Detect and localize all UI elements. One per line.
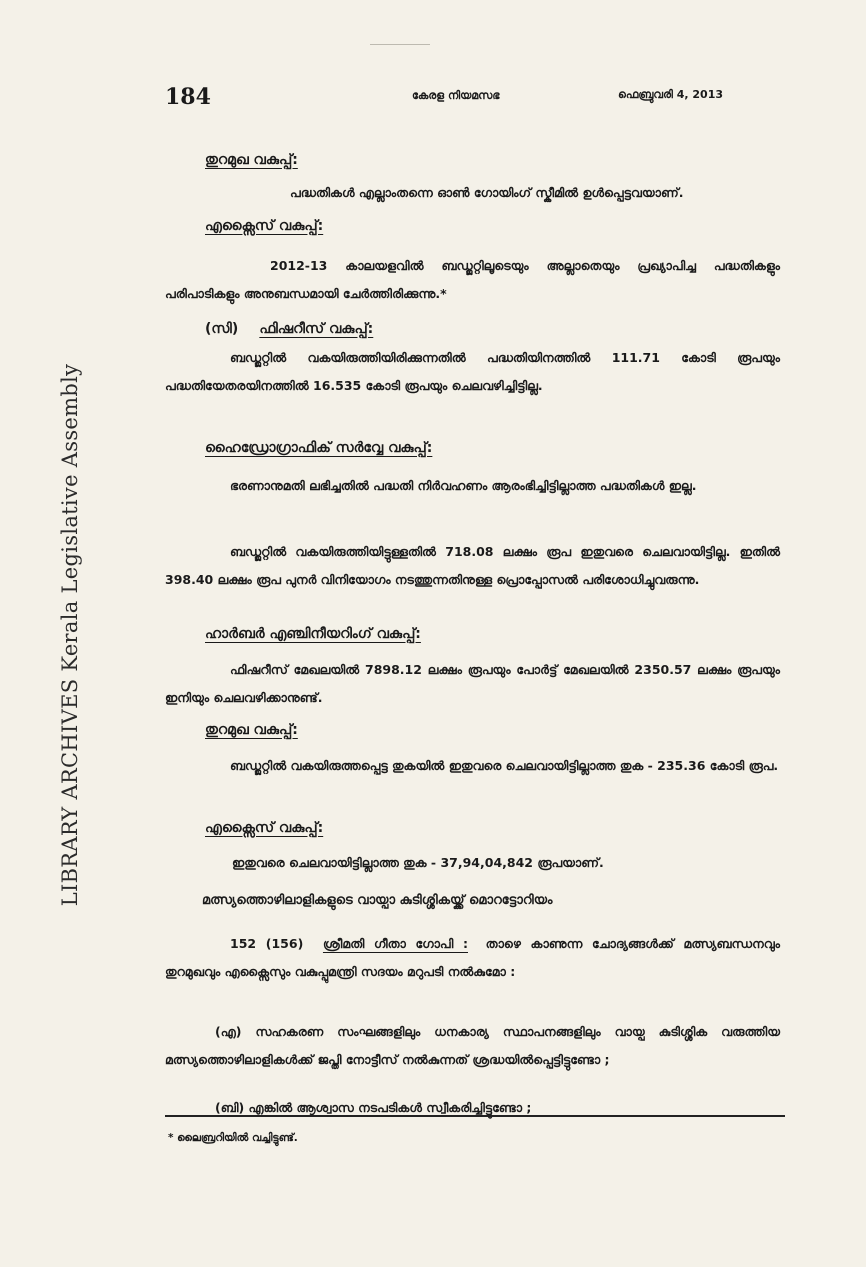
section-heading: ഹൈഡ്രോഗ്രാഫിക് സർവ്വേ വകുപ്പ്:	[205, 440, 433, 456]
section-heading: ഹാർബർ എഞ്ചിനീയറിംഗ് വകുപ്പ്:	[205, 626, 421, 642]
section-heading: എക്സൈസ് വകുപ്പ്:	[205, 820, 324, 836]
section-heading: എക്സൈസ് വകുപ്പ്:	[205, 218, 324, 234]
section-text: ഭരണാനുമതി ലഭിച്ചതിൽ പദ്ധതി നിർവഹണം ആരംഭിച്ചിട്ടില്ലാത്ത പദ്ധതികൾ ഇല്ല.	[230, 478, 697, 493]
section-prefix: (സി)	[205, 321, 239, 337]
section-heading-row	[205, 318, 373, 337]
question-intro: താഴെ കാണുന്ന ചോദ്യങ്ങൾക്ക് മത്സ്യബന്ധനവും തുറമുഖവും എക്സൈസും വകുപ്പുമന്ത്രി സദയം മറുപടി നൽകുമോ :	[165, 936, 780, 979]
section-heading: ഫിഷറീസ് വകുപ്പ്:	[259, 321, 374, 337]
question-part-a: (എ) സഹകരണ സംഘങ്ങളിലും ധനകാര്യ സ്ഥാപനങ്ങളിലും വായ്പ കുടിശ്ശിക വരുത്തിയ മത്സ്യത്തൊഴിലാളികൾക്ക് ജപ്തി നോട്ടീസ് നൽകുന്നത് ശ്രദ്ധയിൽപ്പെട്ടിട്ടുണ്ടോ ;	[165, 1024, 780, 1067]
section-heading: തുറമുഖ വകുപ്പ്:	[205, 152, 298, 168]
question-title: മത്സ്യത്തൊഴിലാളികളുടെ വായ്പാ കുടിശ്ശികയ്ക്ക് മൊറട്ടോറിയം	[202, 893, 553, 908]
archive-watermark	[48, 365, 92, 905]
section-heading: തുറമുഖ വകുപ്പ്:	[205, 722, 298, 738]
top-scan-mark	[370, 44, 430, 45]
question-member: ശ്രീമതി ഗീതാ ഗോപി :	[322, 936, 468, 951]
section-text: ബഡ്ജറ്റിൽ വകയിരുത്തിയിട്ടുള്ളതിൽ 718.08 ലക്ഷം രൂപ ഇതുവരെ ചെലവായിട്ടില്ല. ഇതിൽ 398.40 ലക്ഷം രൂപ പുനർ വിനിയോഗം നടത്തുന്നതിനുള്ള പ്രൊപ്പോസൽ പരിശോധിച്ചുവരുന്നു.	[165, 544, 780, 587]
page-number: 184	[165, 84, 211, 110]
running-header-date: ഫെബ്രുവരി 4, 2013	[618, 88, 724, 101]
section-text: 2012-13 കാലയളവിൽ ബഡ്ജറ്റിലൂടെയും അല്ലാതെയും പ്രഖ്യാപിച്ച പദ്ധതികളും പരിപാടികളും അനുബന്ധമായി ചേർത്തിരിക്കുന്നു.*	[165, 258, 780, 301]
section-text: ബഡ്ജറ്റിൽ വകയിരുത്തിയിരിക്കുന്നതിൽ പദ്ധതിയിനത്തിൽ 111.71 കോടി രൂപയും പദ്ധതിയേതരയിനത്തിൽ 16.535 കോടി രൂപയും ചെലവഴിച്ചിട്ടില്ല.	[165, 350, 780, 393]
footnote: * ലൈബ്രറിയിൽ വച്ചിട്ടുണ്ട്.	[168, 1132, 298, 1144]
question-number: 152 (156)	[230, 936, 304, 951]
section-text: ബഡ്ജറ്റിൽ വകയിരുത്തപ്പെട്ട തുകയിൽ ഇതുവരെ ചെലവായിട്ടില്ലാത്ത തുക - 235.36 കോടി രൂപ.	[230, 758, 779, 773]
section-text: പദ്ധതികൾ എല്ലാംതന്നെ ഓൺ ഗോയിംഗ് സ്കീമിൽ ഉൾപ്പെട്ടവയാണ്.	[290, 185, 684, 200]
question-part-b: (ബി) എങ്കിൽ ആശ്വാസ നടപടികൾ സ്വീകരിച്ചിട്ടുണ്ടോ ;	[215, 1100, 532, 1115]
question-intro-block	[165, 930, 780, 986]
footnote-rule	[165, 1115, 785, 1117]
section-text: ഫിഷറീസ് മേഖലയിൽ 7898.12 ലക്ഷം രൂപയും പോർട്ട് മേഖലയിൽ 2350.57 ലക്ഷം രൂപയും ഇനിയും ചെലവഴിക്കാനുണ്ട്.	[165, 662, 780, 705]
running-header-title: കേരള നിയമസഭ	[412, 89, 500, 102]
archive-watermark-text: LIBRARY ARCHIVES Kerala Legislative Assembly	[58, 363, 82, 907]
section-text: ഇതുവരെ ചെലവായിട്ടില്ലാത്ത തുക - 37,94,04,842 രൂപയാണ്.	[232, 855, 604, 870]
